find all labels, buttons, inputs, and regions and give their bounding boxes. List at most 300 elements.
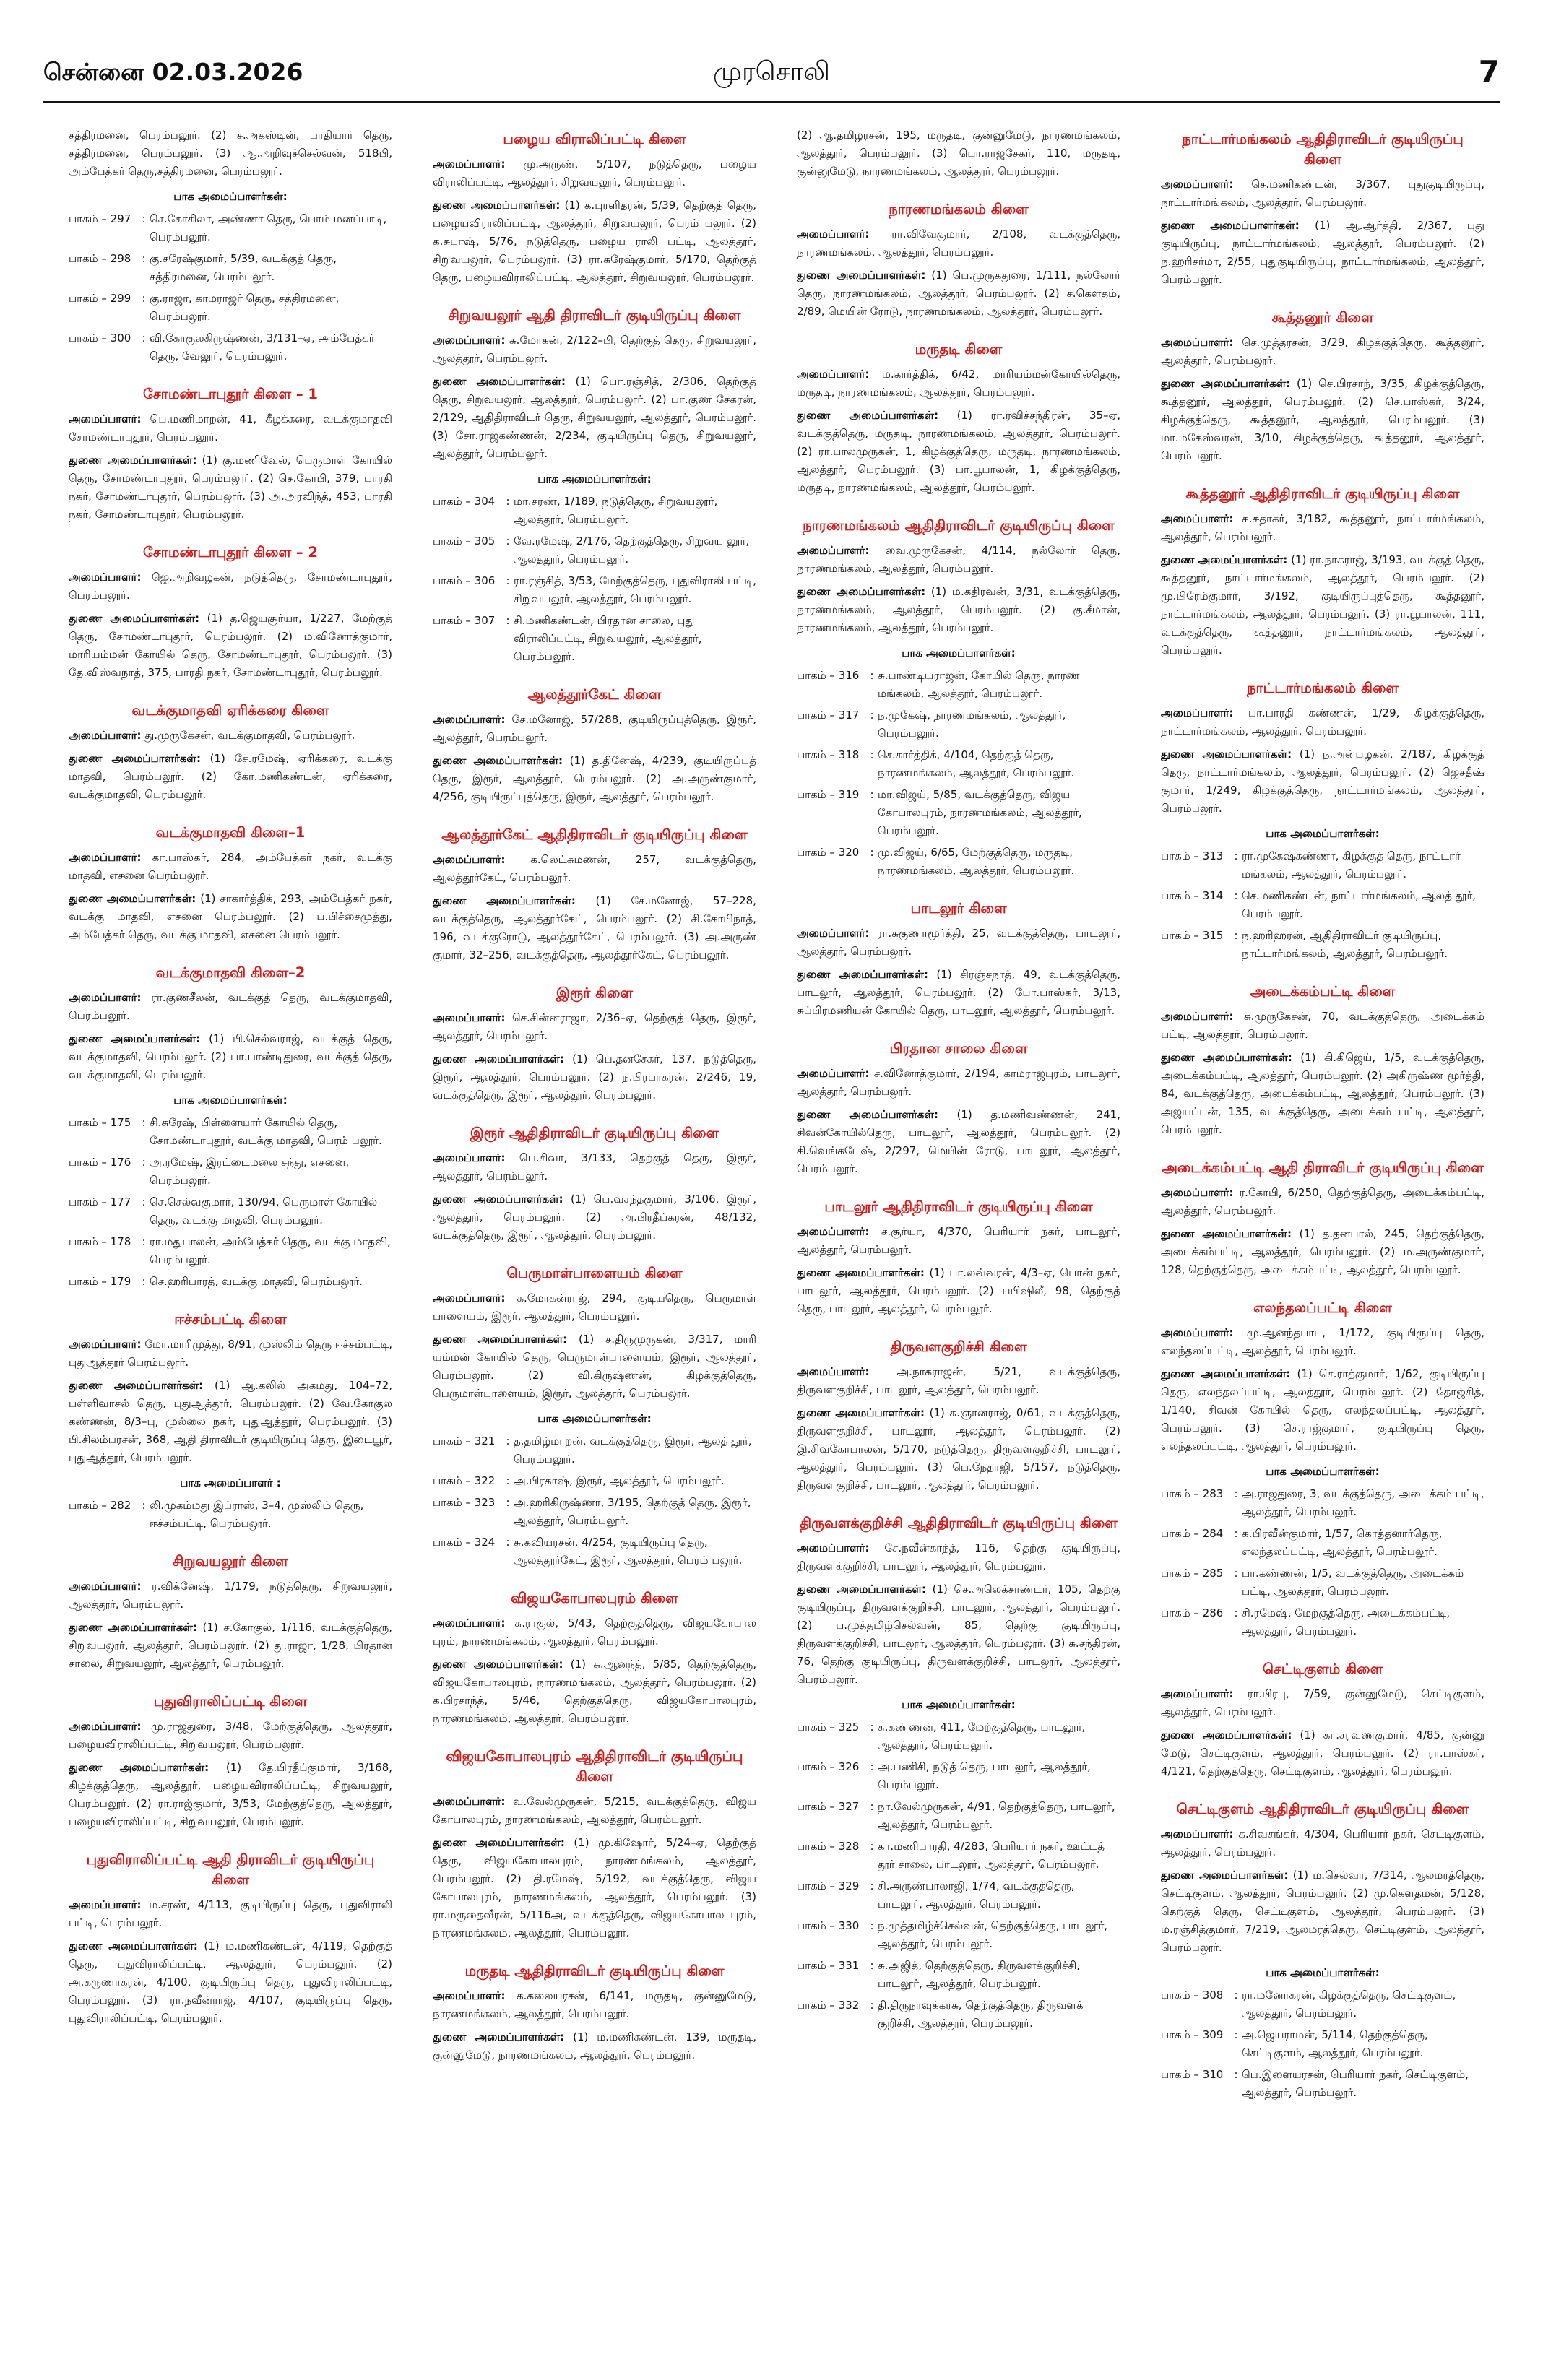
secretary-label: அமைப்பாளர்: bbox=[433, 713, 506, 726]
booth-colon: : bbox=[870, 1999, 874, 2012]
secretary-label: அமைப்பாளர்: bbox=[797, 1541, 870, 1554]
secretary-entry bbox=[1161, 176, 1484, 212]
secretary-label: அமைப்பாளர்: bbox=[433, 1989, 506, 2002]
booth-number: பாகம் – 285 bbox=[1161, 1567, 1224, 1580]
deputy-entry bbox=[69, 1377, 392, 1467]
secretary-entry bbox=[797, 365, 1120, 402]
booth-colon: : bbox=[1234, 1527, 1238, 1540]
booth-colon: : bbox=[142, 1499, 146, 1512]
secretary-entry bbox=[1161, 510, 1484, 546]
page-number: 7 bbox=[1478, 54, 1500, 90]
branch-section bbox=[797, 1197, 1120, 1318]
deputy-entry bbox=[1161, 551, 1484, 659]
booth-address: ரா.மனோகரன், கிழக்குத்தெரு, செட்டிகுளம், ஆலத்தூர், பெரம்பலூர். bbox=[1242, 1989, 1456, 2020]
booth-row bbox=[1161, 1525, 1484, 1561]
booth-address: கு.சரேஷ்குமார், 5/39, வடக்குத் தெரு, சத்திரமனை, பெரம்பலூர். bbox=[150, 252, 337, 283]
booth-row bbox=[1161, 847, 1484, 883]
branch-title: செட்டிகுளம் ஆதிதிராவிடர் குடியிருப்பு கிளை bbox=[1176, 1801, 1469, 1817]
deputy-entry bbox=[797, 407, 1120, 497]
branch-title: பெருமாள்பாளையம் கிளை bbox=[506, 1265, 683, 1281]
deputy-label: துணை அமைப்பாளர்கள்: bbox=[433, 894, 576, 907]
deputy-text: (1) ம.செல்வா, 7/314, ஆலமரத்தெரு, செட்டிகுளம், ஆலத்தூர், பெரம்பலூர். (2) மு.கௌதமன், 5/128, தெற்குத் தெரு, செட்டிகுளம், ஆலத்தூர், பெரம்பலூர். (3) ம.ரஞ்சித்குமார், 7/219, ஆலமரத்தெரு, செட்டிகுளம், ஆலத்தூர், பெரம்பலூர். bbox=[1161, 1869, 1484, 1954]
booth-row bbox=[69, 1497, 392, 1533]
branch-section bbox=[433, 1588, 756, 1728]
deputy-entry bbox=[69, 750, 392, 804]
booth-number: பாகம் – 286 bbox=[1161, 1606, 1224, 1619]
deputy-label: துணை அமைப்பாளர்கள்: bbox=[433, 1333, 568, 1346]
deputy-entry bbox=[433, 196, 756, 287]
secretary-label: அமைப்பாளர்: bbox=[69, 991, 142, 1004]
branch-section bbox=[1161, 982, 1484, 1139]
branch-section bbox=[1161, 1659, 1484, 1780]
branch-section bbox=[433, 983, 756, 1104]
booth-address: லி.முகம்மது இப்ராஸ், 3–4, முஸ்லிம் தெரு, ஈச்சம்பட்டி, பெரம்பலூர். bbox=[150, 1499, 364, 1530]
booth-address: அ.பிரகாஷ், இரூர், ஆலத்தூர், பெரம்பலூர். bbox=[514, 1474, 725, 1487]
booth-address: சி.மணிகண்டன், பிரதான சாலை, புது விராலிப்பட்டி, சிறுவயலூர், ஆலத்தூர், பெரம்பலூர். bbox=[514, 614, 702, 663]
booth-number: பாகம் – 175 bbox=[69, 1116, 131, 1129]
booth-number: பாகம் – 283 bbox=[1161, 1487, 1224, 1500]
deputy-text: (1) த.தனபால், 245, தெற்குத்தெரு, அடைக்கம்பட்டி, ஆலத்தூர், பெரம்பலூர். (2) ம.அருண்குமார், 128, தெற்குத்தெரு, அடைக்கம்பட்டி, ஆலத்தூர், பெரம்பலூர். bbox=[1161, 1227, 1484, 1276]
booth-address: மு.விஜய், 6/65, மேற்குத்தெரு, மருதடி, நாரணமங்கலம், ஆலத்தூர், பெரம்பலூர். bbox=[878, 846, 1075, 877]
booth-heading: பாக அமைப்பாளர்கள்: bbox=[902, 646, 1016, 659]
booth-colon: : bbox=[142, 1235, 146, 1248]
booth-row bbox=[69, 1193, 392, 1229]
deputy-entry bbox=[69, 451, 392, 524]
deputy-text: (1) தே.பிரதீப்குமார், 3/168, கிழக்குத்தெரு, ஆலத்தூர், பழையவிராலிப்பட்டி, சிறுவயலூர், பெரம்பலூர். (2) ரா.ராஜ்குமார், 3/53, மேற்குத்தெரு, ஆலத்தூர், பழையவிராலிப்பட்டி, சிறுவயலூர், பெரம்பலூர். bbox=[69, 1761, 392, 1828]
booth-colon: : bbox=[506, 1536, 510, 1549]
booth-number: பாகம் – 317 bbox=[797, 709, 860, 722]
branch-title: நாட்டார்மங்கலம் ஆதிதிராவிடர் குடியிருப்பு கிளை bbox=[1182, 131, 1464, 168]
booth-number: பாகம் – 332 bbox=[797, 1999, 860, 2012]
booth-address: கு.ராஜா, காமராஜர் தெரு, சத்திரமனை, பெரம்பலூர். bbox=[150, 292, 340, 323]
deputy-text: (1) த.ஜெயசூர்யா, 1/227, மேற்குத் தெரு, சோமண்டாபுதூர், பெரம்பலூர். (2) ம.வினோத்குமார், மாரியம்மன் கோயில் தெரு, சோமண்டாபுதூர், பெரம்பலூர். (3) தே.விஸ்வநாத், 375, பாரதி நகர், சோமண்டாபுதூர், பெரம்பலூர். bbox=[69, 612, 392, 679]
secretary-text: சே.மனோஜ், 57/288, குடியிருப்புத்தெரு, இரூர், ஆலத்தூர், பெரம்பலூர். bbox=[433, 713, 756, 744]
branch-title: கூத்தனூர் கிளை bbox=[1271, 309, 1374, 326]
booth-address: நா.வேல்முருகன், 4/91, தெற்குத்தெரு, பாடலூர், ஆலத்தூர், பெரம்பலூர். bbox=[878, 1800, 1115, 1831]
branch-title: பாடலூர் கிளை bbox=[910, 900, 1007, 917]
booth-colon: : bbox=[142, 332, 146, 345]
deputy-label: துணை அமைப்பாளர்கள்: bbox=[433, 375, 566, 388]
deputy-text: (1) பெ.வசந்தகுமார், 3/106, இரூர், ஆலத்தூர், பெரம்பலூர். (2) அ.பிரதீப்கரன், 48/132, வடக்குத்தெரு, இரூர், ஆலத்தூர், பெரம்பலூர். bbox=[433, 1193, 756, 1242]
secretary-text: க.சிவசங்கர், 4/304, பெரியார் நகர், செட்டிகுளம், ஆலத்தூர், பெரம்பலூர். bbox=[1161, 1827, 1484, 1858]
secretary-text: க.சுதாகர், 3/182, கூத்தனூர், நாட்டார்மங்கலம், ஆலத்தூர், பெரம்பலூர். bbox=[1161, 512, 1484, 543]
column-3 bbox=[797, 126, 1120, 2358]
branch-section bbox=[69, 1310, 392, 1533]
booth-number: பாகம் – 298 bbox=[69, 252, 131, 265]
booth-row bbox=[797, 1996, 1120, 2033]
secretary-label: அமைப்பாளர்: bbox=[797, 1225, 870, 1238]
secretary-text: பா.பாரதி கண்ணன், 1/29, கிழக்குத்தெரு, நாட்டார்மங்கலம், ஆலத்தூர், பெரம்பலூர். bbox=[1161, 706, 1484, 737]
booth-address: வே.ரமேஷ், 2/176, தெற்குத்தெரு, சிறுவய லூர், ஆலத்தூர், பெரம்பலூர். bbox=[514, 535, 750, 566]
branch-section bbox=[1161, 1799, 1484, 2102]
deputy-text: (1) சிரஞ்சநாத், 49, வடக்குத்தெரு, பாடலூர், ஆலத்தூர், பெரம்பலூர். (2) போ.பாஸ்கர், 3/13, சுப்பிரமணியன் கோயில் தெரு, பாடலூர், ஆலத்தூர், பெரம்பலூர். bbox=[797, 968, 1120, 1017]
booth-address: க.பிரவீன்குமார், 1/57, கொத்தனார்தெரு, எலந்தலப்பட்டி, ஆலத்தூர், பெரம்பலூர். bbox=[1242, 1527, 1443, 1558]
booth-address: அ.ராஜதுரை, 3, வடக்குத்தெரு, அடைக்கம் பட்டி, ஆலத்தூர், பெரம்பலூர். bbox=[1242, 1487, 1484, 1518]
deputy-label: துணை அமைப்பாளர்கள்: bbox=[1161, 1869, 1289, 1882]
deputy-label: துணை அமைப்பாளர்கள்: bbox=[1161, 748, 1292, 761]
deputy-label: துணை அமைப்பாளர்கள்: bbox=[797, 1108, 938, 1121]
deputy-text: (1) சே.ரமேஷ், ஏரிக்கரை, வடக்கு மாதவி, பெரம்பலூர். (2) கோ.மணிகண்டன், ஏரிக்கரை, வடக்குமாதவி, பெரம்பலூர். bbox=[69, 752, 392, 801]
booth-colon: : bbox=[506, 535, 510, 548]
booth-colon: : bbox=[870, 1800, 874, 1813]
secretary-entry bbox=[797, 225, 1120, 261]
deputy-entry bbox=[1161, 745, 1484, 818]
deputy-entry bbox=[1161, 375, 1484, 465]
booth-row bbox=[1161, 1604, 1484, 1640]
booth-number: பாகம் – 282 bbox=[69, 1499, 131, 1512]
branch-section bbox=[433, 825, 756, 964]
branch-title: வடக்குமாதவி ஏரிக்கரை கிளை bbox=[131, 702, 329, 719]
secretary-entry bbox=[433, 332, 756, 368]
deputy-text: (1) ச.கோகுல், 1/116, வடக்குத்தெரு, சிறுவயலூர், ஆலத்தூர், பெரம்பலூர். (2) து.ராஜா, 1/28, பிரதான சாலை, சிறுவயலூர், ஆலத்தூர், பெரம்பலூர். bbox=[69, 1621, 392, 1670]
branch-title: சிறுவயலூர் ஆதி திராவிடர் குடியிருப்பு கிளை bbox=[448, 307, 741, 324]
branch-title: ஆலத்தூர்கேட் ஆதிதிராவிடர் குடியிருப்பு கிளை bbox=[441, 826, 748, 843]
booth-row bbox=[433, 1533, 756, 1570]
booth-address: செ.கார்த்திக், 4/104, தெற்குத் தெரு, நாரணமங்கலம், ஆலத்தூர், பெரம்பலூர். bbox=[878, 748, 1075, 779]
secretary-label: அமைப்பாளர்: bbox=[433, 1011, 506, 1024]
booth-number: பாகம் – 176 bbox=[69, 1156, 131, 1169]
booth-colon: : bbox=[870, 788, 874, 801]
secretary-entry bbox=[69, 989, 392, 1025]
deputy-entry bbox=[69, 1030, 392, 1084]
deputy-entry bbox=[69, 126, 392, 181]
secretary-label: அமைப்பாளர்: bbox=[69, 1338, 142, 1351]
branch-section bbox=[797, 1513, 1120, 2033]
branch-section bbox=[69, 384, 392, 524]
secretary-text: க.லெட்சுமணன், 257, வடக்குத்தெரு, ஆலத்தூர்கேட், பெரம்பலூர். bbox=[433, 853, 756, 884]
booth-number: பாகம் – 314 bbox=[1161, 889, 1224, 902]
secretary-text: மு.ராஜதுரை, 3/48, மேற்குத்தெரு, ஆலத்தூர், பழையவிராலிப்பட்டி, சிறுவயலூர், பெரம்பலூர். bbox=[69, 1720, 392, 1751]
branch-section bbox=[69, 542, 392, 682]
secretary-text: ஜெ.அறிவழகன், நடுத்தெரு, சோமண்டாபுதூர், பெரம்பலூர். bbox=[69, 571, 392, 602]
deputy-entry bbox=[69, 890, 392, 944]
branch-title: அடைக்கம்பட்டி ஆதி திராவிடர் குடியிருப்பு கிளை bbox=[1162, 1159, 1484, 1176]
branch-section bbox=[433, 129, 756, 287]
booth-number: பாகம் – 324 bbox=[433, 1536, 496, 1549]
deputy-label: துணை அமைப்பாளர்கள்: bbox=[69, 1761, 209, 1774]
booth-number: பாகம் – 179 bbox=[69, 1275, 131, 1288]
booth-colon: : bbox=[1234, 1567, 1238, 1580]
secretary-entry bbox=[69, 1336, 392, 1372]
booth-address: ந.முத்தமிழ்ச்செல்வன், தெற்குத்தெரு, பாடலூர், ஆலத்தூர், பெரம்பலூர். bbox=[878, 1919, 1108, 1950]
branch-section bbox=[1161, 678, 1484, 963]
booth-address: வி.கோகுலகிருஷ்ணன், 3/131–ஏ, அம்பேத்கர் தெரு, வேலூர், பெரம்பலூர். bbox=[150, 332, 375, 363]
booth-row bbox=[797, 1798, 1120, 1834]
booth-number: பாகம் – 318 bbox=[797, 748, 860, 761]
booth-address: தி.திருநாவுக்கரசு, தெற்குத்தெரு, திருவளக் குறிச்சி, ஆலத்தூர், பெரம்பலூர். bbox=[878, 1999, 1084, 2030]
branch-title: பழைய விராலிப்பட்டி கிளை bbox=[503, 131, 686, 147]
secretary-text: மு.அருண், 5/107, நடுத்தெரு, பழைய விராலிப்பட்டி, ஆலத்தூர், சிறுவயலூர், பெரம்பலூர். bbox=[433, 157, 756, 189]
secretary-label: அமைப்பாளர்: bbox=[1161, 706, 1234, 719]
branch-section bbox=[433, 306, 756, 666]
deputy-text: (1) த.மணிவண்ணன், 241, சிவன்கோயில்தெரு, பாடலூர், ஆலத்தூர், பெரம்பலூர். (2) கி.வெங்கடேஷ், 2/297, மெயின் ரோடு, பாடலூர், ஆலத்தூர், பெரம்பலூர். bbox=[797, 1108, 1120, 1175]
branch-title: ஈச்சம்பட்டி கிளை bbox=[174, 1311, 287, 1328]
secretary-label: அமைப்பாளர்: bbox=[69, 729, 142, 742]
booth-heading: பாக அமைப்பாளர்கள்: bbox=[173, 190, 288, 203]
branch-title: மருதடி ஆதிதிராவிடர் குடியிருப்பு கிளை bbox=[464, 1963, 725, 1979]
booth-address: ரா.ரஞ்சித், 3/53, மேற்குத்தெரு, புதுவிராலி பட்டி, சிறுவயலூர், ஆலத்தூர், பெரம்பலூர். bbox=[514, 574, 756, 605]
secretary-entry bbox=[797, 1363, 1120, 1399]
deputy-label: துணை அமைப்பாளர்கள்: bbox=[69, 892, 196, 905]
booth-address: சி.ரமேஷ், மேற்குத்தெரு, அடைக்கம்பட்டி, ஆலத்தூர், பெரம்பலூர். bbox=[1242, 1606, 1451, 1637]
deputy-entry bbox=[69, 1759, 392, 1831]
secretary-entry bbox=[69, 568, 392, 605]
deputy-text: (1) பி.செல்வராஜ், வடக்குத் தெரு, வடக்குமாதவி, பெரம்பலூர். (2) பா.பாண்டிதுரை, வடக்குத் தெரு, வடக்குமாதவி, பெரம்பலூர். bbox=[69, 1032, 392, 1081]
booth-row bbox=[1161, 2026, 1484, 2062]
booth-number: பாகம் – 328 bbox=[797, 1840, 860, 1853]
secretary-label: அமைப்பாளர்: bbox=[797, 1365, 870, 1378]
deputy-text: (1) த.தினேஷ், 4/239, குடியிருப்புத் தெரு, இரூர், ஆலத்தூர், பெரம்பலூர். (2) அ.அருண்குமார், 4/256, குடியிருப்புத்தெரு, இரூர், ஆலத்தூர், பெரம்பலூர். bbox=[433, 754, 756, 803]
secretary-entry bbox=[1161, 1685, 1484, 1721]
secretary-entry bbox=[433, 1289, 756, 1325]
booth-colon: : bbox=[142, 1116, 146, 1129]
booth-colon: : bbox=[1234, 2068, 1238, 2081]
secretary-entry bbox=[433, 1987, 756, 2023]
branch-title: அடைக்கம்பட்டி கிளை bbox=[1250, 983, 1396, 1000]
booth-address: த.தமிழ்மாறன், வடக்குத்தெரு, இரூர், ஆலத் தூர், பெரம்பலூர். bbox=[514, 1435, 752, 1466]
booth-row bbox=[69, 1233, 392, 1269]
booth-number: பாகம் – 327 bbox=[797, 1800, 860, 1813]
booth-number: பாகம் – 329 bbox=[797, 1879, 860, 1892]
branch-title: நாரணமங்கலம் கிளை bbox=[889, 201, 1029, 217]
deputy-entry bbox=[797, 126, 1120, 181]
booth-heading: பாக அமைப்பாளர்கள்: bbox=[902, 1698, 1016, 1711]
secretary-entry bbox=[797, 1223, 1120, 1259]
secretary-text: கா.பாஸ்கர், 284, அம்பேத்கர் நகர், வடக்கு மாதவி, எசனை பெரம்பலூர். bbox=[69, 851, 392, 882]
booth-colon: : bbox=[870, 748, 874, 761]
deputy-label: துணை அமைப்பாளர்கள்: bbox=[69, 1621, 197, 1634]
article-columns bbox=[69, 126, 1484, 2358]
branch-title: எலந்தலப்பட்டி கிளை bbox=[1253, 1299, 1392, 1316]
deputy-label: துணை அமைப்பாளர்கள்: bbox=[433, 1193, 563, 1206]
deputy-label: துணை அமைப்பாளர்கள்: bbox=[797, 968, 928, 981]
booth-colon: : bbox=[870, 1840, 874, 1853]
secretary-text: மோ.மாரிமுத்து, 8/91, முஸ்லிம் தெரு ஈச்சம்பட்டி, புதுஆத்தூர் பெரம்பலூர். bbox=[69, 1338, 392, 1369]
booth-colon: : bbox=[1234, 1606, 1238, 1619]
booth-address: சி.சுரேஷ், பிள்ளையார் கோயில் தெரு, சோமண்டாபுதூர், வடக்கு மாதவி, பெரம் பலூர். bbox=[150, 1116, 382, 1147]
booth-row bbox=[69, 1114, 392, 1150]
booth-address: பா.கண்ணன், 1/5, வடக்குத்தெரு, அடைக்கம் பட்டி, ஆலத்தூர், பெரம்பலூர். bbox=[1242, 1567, 1464, 1598]
branch-title: பிரதான சாலை கிளை bbox=[889, 1040, 1028, 1057]
secretary-label: அமைப்பாளர்: bbox=[1161, 1326, 1234, 1339]
branch-section bbox=[797, 1337, 1120, 1494]
booth-colon: : bbox=[142, 292, 146, 305]
secretary-entry bbox=[433, 1009, 756, 1045]
secretary-label: அமைப்பாளர்: bbox=[433, 853, 506, 866]
branch-section bbox=[433, 1747, 756, 1942]
deputy-label: துணை அமைப்பாளர்கள்: bbox=[69, 1032, 201, 1045]
booth-number: பாகம் – 326 bbox=[797, 1760, 860, 1773]
deputy-label: துணை அமைப்பாளர்கள்: bbox=[433, 1836, 565, 1849]
booth-row bbox=[1161, 1986, 1484, 2022]
secretary-label: அமைப்பாளர்: bbox=[797, 228, 870, 241]
masthead-rule bbox=[43, 101, 1500, 103]
booth-row bbox=[1161, 1565, 1484, 1601]
secretary-label: அமைப்பாளர்: bbox=[797, 1067, 870, 1080]
branch-title: வடக்குமாதவி கிளை–1 bbox=[155, 824, 306, 841]
secretary-label: அமைப்பாளர்: bbox=[433, 1291, 506, 1304]
booth-heading: பாக அமைப்பாளர்கள்: bbox=[537, 472, 652, 485]
booth-number: பாகம் – 307 bbox=[433, 614, 496, 627]
secretary-entry bbox=[433, 851, 756, 887]
branch-title: புதுவிராலிப்பட்டி கிளை bbox=[153, 1693, 308, 1710]
masthead bbox=[43, 51, 1500, 94]
deputy-entry bbox=[797, 1106, 1120, 1178]
branch-title: ஆலத்தூர்கேட் கிளை bbox=[527, 686, 662, 703]
booth-row bbox=[1161, 2066, 1484, 2102]
booth-colon: : bbox=[1234, 1989, 1238, 2002]
booth-row bbox=[797, 1957, 1120, 1993]
secretary-text: வை.முருகேசன், 4/114, நல்லோர் தெரு, நாரணமங்கலம், ஆலத்தூர், பெரம்பலூர். bbox=[797, 544, 1120, 575]
deputy-text: (1) ஆ.ஆர்த்தி, 2/367, புது குடியிருப்பு, நாட்டார்மங்கலம், ஆலத்தூர், பெரம்பலூர். (2) ந.ஹரிசர்மா, 2/55, புதுகுடியிருப்பு, நாட்டார்மங்கலம், ஆலத்தூர், பெரம்பலூர். bbox=[1161, 219, 1484, 286]
deputy-label: துணை அமைப்பாளர்கள்: bbox=[69, 454, 197, 467]
deputy-entry bbox=[433, 1834, 756, 1942]
booth-number: பாகம் – 299 bbox=[69, 292, 131, 305]
secretary-entry bbox=[433, 1793, 756, 1829]
booth-number: பாகம் – 321 bbox=[433, 1435, 496, 1448]
booth-row bbox=[797, 746, 1120, 782]
booth-address: ந.ஹரிஹரன், ஆதிதிராவிடர் குடியிருப்பு, நாட்டார்மங்கலம், ஆலத்தூர், பெரம்பலூர். bbox=[1242, 929, 1448, 960]
booth-address: செ.ஹரிபாரத், வடக்கு மாதவி, பெரம்பலூர். bbox=[150, 1275, 363, 1288]
booth-address: ந.முகேஷ், நாரணமங்கலம், ஆலத்தூர், பெரம்பலூர். bbox=[878, 709, 1066, 740]
booth-colon: : bbox=[506, 495, 510, 508]
booth-colon: : bbox=[870, 1879, 874, 1892]
branch-section bbox=[433, 1123, 756, 1245]
deputy-text: (1) சே.மனோஜ், 57–228, வடக்குத்தெரு, ஆலத்தூர்கேட், பெரம்பலூர். (2) சி.கோபிநாத், 196, வடக்குரோடு, ஆலத்தூர்கேட், பெரம்பலூர். (3) அ.அருண் குமார், 32–256, வடக்குத்தெரு, ஆலத்தூர்கேட், பெரம்பலூர். bbox=[433, 894, 756, 961]
booth-number: பாகம் – 309 bbox=[1161, 2028, 1224, 2041]
deputy-text: (1) சு.ஆனந்த், 5/85, தெற்குத்தெரு, விஜயகோபாலபுரம், நாரணமங்கலம், ஆலத்தூர், பெரம்பலூர். (2) க.பிரசாந்த், 5/46, தெற்குத்தெரு, விஜயகோபாலபுரம், நாரணமங்கலம், ஆலத்தூர், பெரம்பலூர். bbox=[433, 1658, 756, 1725]
branch-section bbox=[797, 1039, 1120, 1178]
booth-number: பாகம் – 320 bbox=[797, 846, 860, 859]
booth-row bbox=[433, 1472, 756, 1490]
booth-address: செ.மணிகண்டன், நாட்டார்மங்கலம், ஆலத் தூர், பெரம்பலூர். bbox=[1242, 889, 1477, 920]
booth-address: ரா.மதுபாலன், அம்பேத்கர் தெரு, வடக்கு மாதவி, பெரம்பலூர். bbox=[150, 1235, 391, 1266]
column-2 bbox=[433, 126, 756, 2358]
secretary-text: க.கலையரசன், 6/141, மருதடி, குன்னுமேடு, நாரணமங்கலம், ஆலத்தூர், பெரம்பலூர். bbox=[433, 1989, 756, 2020]
deputy-text: (2) ஆ.தமிழரசன், 195, மருதடி, குன்னுமேடு, நாரணமங்கலம், ஆலத்தூர், பெரம்பலூர். (3) பொ.ராஜசேகர், 110, மருதடி, குன்னுமேடு, நாரணமங்கலம், ஆலத்தூர், பெரம்பலூர். bbox=[797, 129, 1120, 178]
deputy-entry bbox=[433, 1190, 756, 1245]
deputy-text: (1) சாகார்த்திக், 293, அம்பேத்கர் நகர், வடக்கு மாதவி, எசனை பெரம்பலூர். (2) ப.பிச்சைமுத்து, அம்பேத்கர் தெரு, வடக்கு மாதவி, எசனை பெரம்பலூர். bbox=[69, 892, 392, 941]
booth-number: பாகம் – 310 bbox=[1161, 2068, 1224, 2081]
booth-number: பாகம் – 330 bbox=[797, 1919, 860, 1932]
booth-number: பாகம் – 300 bbox=[69, 332, 131, 345]
deputy-entry bbox=[433, 373, 756, 463]
booth-colon: : bbox=[506, 614, 510, 627]
deputy-entry bbox=[1161, 1726, 1484, 1780]
deputy-entry bbox=[1161, 1049, 1484, 1139]
deputy-entry bbox=[797, 1264, 1120, 1318]
secretary-entry bbox=[69, 849, 392, 885]
branch-section bbox=[69, 1850, 392, 2028]
booth-number: பாகம் – 305 bbox=[433, 535, 496, 548]
deputy-text: (1) ரா.நாகராஜ், 3/193, வடக்குத் தெரு, கூத்தனூர், நாட்டார்மங்கலம், ஆலத்தூர், பெரம்பலூர். (2) மு.பிரேம்குமார், 3/192, குடியிருப்புத்தெரு, கூத்தனூர், நாட்டார்மங்கலம், ஆலத்தூர், பெரம்பலூர். (3) ரா.பூபாலன், 111, வடக்குத்தெரு, கூத்தனூர், நாட்டார்மங்கலம், ஆலத்தூர், பெரம்பலூர். bbox=[1161, 553, 1484, 657]
booth-heading: பாக அமைப்பாளர்கள்: bbox=[173, 1094, 288, 1107]
deputy-entry bbox=[69, 610, 392, 682]
booth-number: பாகம் – 319 bbox=[797, 788, 860, 801]
deputy-label: துணை அமைப்பாளர்கள்: bbox=[69, 1939, 198, 1952]
booth-row bbox=[433, 532, 756, 568]
booth-row bbox=[1161, 887, 1484, 923]
branch-title: விஜயகோபாலபுரம் ஆதிதிராவிடர் குடியிருப்பு கிளை bbox=[446, 1748, 743, 1785]
branch-title: செட்டிகுளம் கிளை bbox=[1262, 1661, 1383, 1677]
deputy-label: துணை அமைப்பாளர்கள்: bbox=[69, 752, 201, 765]
deputy-label: துணை அமைப்பாளர்கள்: bbox=[433, 199, 561, 212]
secretary-entry bbox=[433, 1614, 756, 1650]
branch-section bbox=[797, 126, 1120, 181]
secretary-label: அமைப்பாளர்: bbox=[69, 1720, 142, 1733]
secretary-entry bbox=[797, 1539, 1120, 1575]
branch-title: வடக்குமாதவி கிளை–2 bbox=[155, 964, 306, 981]
secretary-text: சு.மோகன், 2/122–பி, தெற்குத் தெரு, சிறுவயலூர், ஆலத்தூர், பெரம்பலூர். bbox=[433, 334, 756, 365]
booth-row bbox=[797, 844, 1120, 880]
deputy-entry bbox=[797, 1580, 1120, 1689]
secretary-text: ச.சூர்யா, 4/370, பெரியார் நகர், பாடலூர், ஆலத்தூர், பெரம்பலூர். bbox=[797, 1225, 1120, 1256]
secretary-entry bbox=[69, 727, 392, 745]
deputy-text: (1) ம.மணிகண்டன், 139, மருதடி, குன்னுமேடு, நாரணமங்கலம், ஆலத்தூர், பெரம்பலூர். bbox=[433, 2030, 756, 2061]
branch-section bbox=[1161, 484, 1484, 659]
secretary-entry bbox=[1161, 334, 1484, 370]
booth-colon: : bbox=[870, 709, 874, 722]
secretary-entry bbox=[797, 925, 1120, 961]
secretary-entry bbox=[69, 1578, 392, 1614]
deputy-label: துணை அமைப்பாளர்கள்: bbox=[433, 754, 563, 767]
secretary-text: ரா.குணசீலன், வடக்குத் தெரு, வடக்குமாதவி, பெரம்பலூர். bbox=[69, 991, 392, 1022]
deputy-text: (1) சு.ஞானராஜ், 0/61, வடக்குத்தெரு, திருவளகுறிச்சி, பாடலூர், ஆலத்தூர், பெரம்பலூர். (2) இ.சிவகோபாலன், 5/170, நடுத்தெரு, திருவளகுறிச்சி, பாடலூர், ஆலத்தூர், பெரம்பலூர். (3) பெ.நேதாஜி, 5/157, நடுத்தெரு, திருவளகுறிச்சி, பாடலூர், ஆலத்தூர், பெரம்பலூர். bbox=[797, 1406, 1120, 1492]
booth-colon: : bbox=[870, 1760, 874, 1773]
booth-colon: : bbox=[870, 846, 874, 859]
booth-address: ரா.முகேஷ்கண்ணா, கிழக்குத் தெரு, நாட்டார் மங்கலம், ஆலத்தூர், பெரம்பலூர். bbox=[1242, 849, 1461, 880]
booth-address: சு.கவியரசன், 4/254, குடியிருப்பு தெரு, ஆலத்தூர்கேட், இரூர், ஆலத்தூர், பெரம் பலூர். bbox=[514, 1536, 743, 1567]
deputy-text: (1) ம.மணிகண்டன், 4/119, தெற்குத் தெரு, புதுவிராலிப்பட்டி, ஆலத்தூர், பெரம்பலூர். (2) அ.கருணாகரன், 4/100, குடியிருப்பு தெரு, புதுவிராலிப்பட்டி, பெரம்பலூர். (3) ரா.நவீன்ராஜ், 4/107, குடியிருப்பு தெரு, புதுவிராலிப்பட்டி, பெரம்பலூர். bbox=[69, 1939, 392, 2025]
booth-number: பாகம் – 297 bbox=[69, 212, 131, 225]
secretary-label: அமைப்பாளர்: bbox=[433, 1617, 506, 1630]
deputy-text: (1) ரா.ரவிச்சந்திரன், 35–ஏ, வடக்குத்தெரு, மருதடி, நாரணமங்கலம், ஆலத்தூர், பெரம்பலூர். (2) ரா.பாலமுருகன், 1, கிழக்குத்தெரு, மருதடி, நாரணமங்கலம், ஆலத்தூர், பெரம்பலூர். (3) பா.பூபாலன், 1, கிழக்குத்தெரு, மருதடி, நாரணமங்கலம், ஆலத்தூர், பெரம்பலூர். bbox=[797, 409, 1120, 494]
secretary-text: ச.வினோத்குமார், 2/194, காமராஜபுரம், பாடலூர், ஆலத்தூர், பெரம்பலூர். bbox=[797, 1067, 1120, 1098]
secretary-text: பெ.சிவா, 3/133, தெற்குத் தெரு, இரூர், ஆலத்தூர், பெரம்பலூர். bbox=[433, 1151, 756, 1182]
deputy-label: துணை அமைப்பாளர்கள்: bbox=[797, 585, 926, 598]
deputy-entry bbox=[1161, 217, 1484, 289]
booth-heading: பாக அமைப்பாளர்கள்: bbox=[1266, 1465, 1380, 1478]
booth-row bbox=[433, 1432, 756, 1468]
deputy-entry bbox=[433, 1050, 756, 1104]
deputy-entry bbox=[797, 966, 1120, 1020]
deputy-text: (1) கி.கிஜெய், 1/5, வடக்குத்தெரு, அடைக்கம்பட்டி, ஆலத்தூர், பெரம்பலூர். (2) அகிருஷ்ண மூர்த்தி, 84, வடக்குத்தெரு, அடைக்கம்பட்டி, ஆலத்தூர், பெரம்பலூர். (3) அஜயப்பன், 135, வடக்குத்தெரு, அடைக்கம் பட்டி, ஆலத்தூர், பெரம்பலூர். bbox=[1161, 1051, 1484, 1136]
secretary-label: அமைப்பாளர்: bbox=[433, 334, 506, 347]
column-1 bbox=[69, 126, 392, 2358]
branch-title: கூத்தனூர் ஆதிதிராவிடர் குடியிருப்பு கிளை bbox=[1185, 485, 1460, 502]
booth-row bbox=[69, 1154, 392, 1190]
secretary-text: க.மோகன்ராஜ், 294, குடியதெரு, பெருமாள் பாளையம், இரூர், ஆலத்தூர், பெரம்பலூர். bbox=[433, 1291, 756, 1323]
secretary-entry bbox=[69, 410, 392, 446]
column-4 bbox=[1161, 126, 1484, 2358]
secretary-label: அமைப்பாளர்: bbox=[69, 412, 142, 425]
booth-colon: : bbox=[506, 1474, 510, 1487]
booth-number: பாகம் – 308 bbox=[1161, 1989, 1224, 2002]
booth-row bbox=[797, 1917, 1120, 1953]
secretary-entry bbox=[1161, 1324, 1484, 1360]
deputy-text: (1) பொ.ரஞ்சித், 2/306, தெற்குத் தெரு, சிறுவயலூர், ஆலத்தூர், பெரம்பலூர். (2) பா.குண சேகரன், 2/129, ஆதிதிராவிடர் தெரு, சிறுவயலூர், ஆலத்தூர், பெரம்பலூர். (3) சோ.ராஜகண்ணன், 2/234, குடியிருப்பு தெரு, சிறுவயலூர், ஆலத்தூர், பெரம்பலூர். bbox=[433, 375, 756, 460]
booth-address: செ.கோகிலா, அண்ணா தெரு, பொம் மனப்பாடி, பெரம்பலூர். bbox=[150, 212, 387, 243]
secretary-text: செ.மணிகண்டன், 3/367, புதுகுடியிருப்பு, நாட்டார்மங்கலம், ஆலத்தூர், பெரம்பலூர். bbox=[1161, 178, 1484, 209]
branch-section bbox=[1161, 1158, 1484, 1279]
booth-colon: : bbox=[1234, 889, 1238, 902]
secretary-label: அமைப்பாளர்: bbox=[797, 368, 870, 381]
secretary-text: செ.சின்னராஜா, 2/36–ஏ, தெற்குத் தெரு, இரூர், ஆலத்தூர், பெரம்பலூர். bbox=[433, 1011, 756, 1042]
deputy-entry bbox=[433, 2028, 756, 2064]
branch-title: நாட்டார்மங்கலம் கிளை bbox=[1246, 680, 1399, 696]
deputy-text: (1) ம.கதிரவன், 3/31, வடக்குத்தெரு, நாரணமங்கலம், ஆலத்தூர், பெரம்பலூர். (2) கு.சீமான், நாரணமங்கலம், ஆலத்தூர், பெரம்பலூர். bbox=[797, 585, 1120, 634]
booth-number: பாகம் – 304 bbox=[433, 495, 496, 508]
